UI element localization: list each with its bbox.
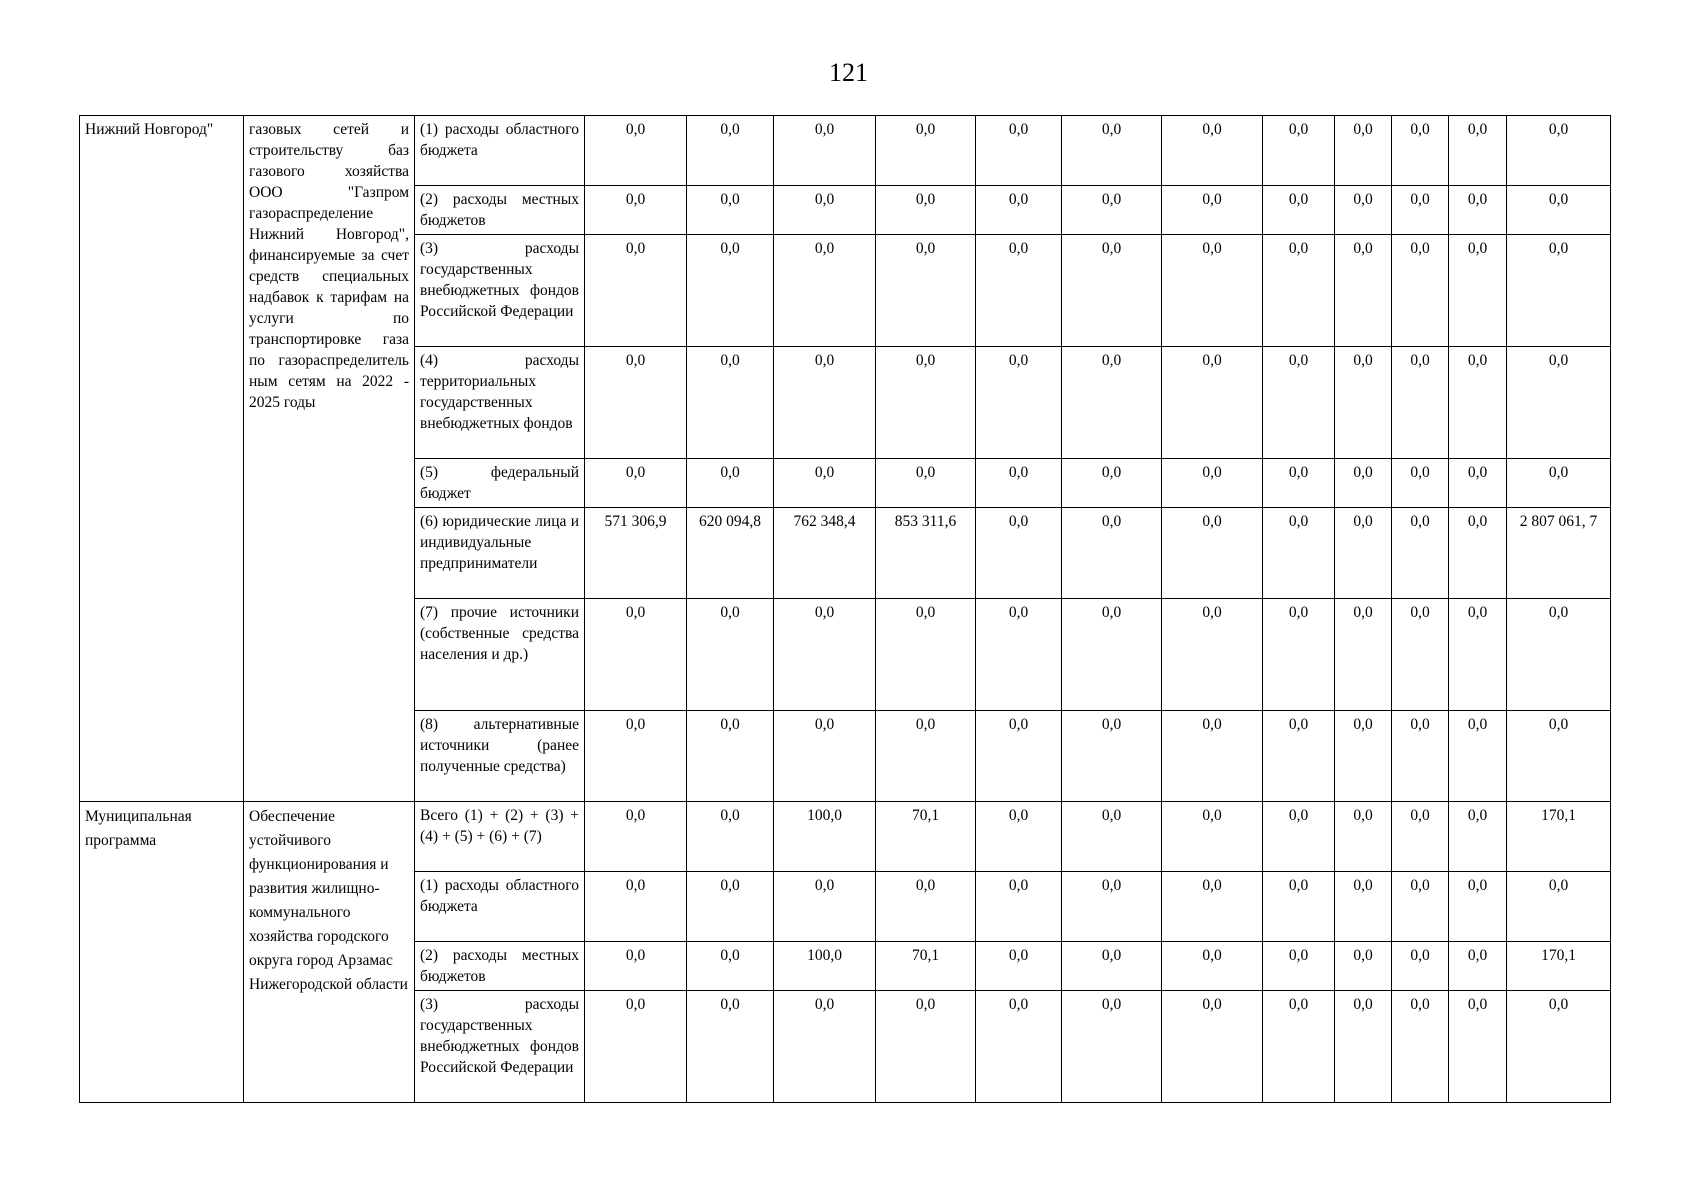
value-cell: 0,0 [1449, 235, 1507, 347]
value-cell: 0,0 [687, 116, 774, 186]
value-cell: 0,0 [1062, 991, 1162, 1103]
value-cell: 0,0 [585, 235, 687, 347]
value-cell: 0,0 [774, 347, 876, 459]
value-cell: 0,0 [1392, 942, 1449, 991]
value-cell: 0,0 [1162, 802, 1263, 872]
value-cell: 0,0 [1449, 872, 1507, 942]
value-cell: 0,0 [687, 235, 774, 347]
value-cell: 0,0 [1335, 991, 1392, 1103]
funding-source-cell: (3) расходы государственных внебюджетных фондов Российской Федерации [415, 991, 585, 1103]
funding-source-cell: (5) федеральный бюджет [415, 459, 585, 508]
value-cell: 0,0 [687, 599, 774, 711]
value-cell: 0,0 [1162, 711, 1263, 802]
total-value-cell: 0,0 [1507, 459, 1611, 508]
value-cell: 0,0 [1263, 599, 1335, 711]
value-cell: 0,0 [585, 347, 687, 459]
value-cell: 0,0 [1062, 711, 1162, 802]
value-cell: 0,0 [1062, 116, 1162, 186]
total-value-cell: 0,0 [1507, 599, 1611, 711]
value-cell: 0,0 [1162, 186, 1263, 235]
value-cell: 0,0 [1263, 235, 1335, 347]
total-value-cell: 0,0 [1507, 711, 1611, 802]
value-cell: 0,0 [774, 872, 876, 942]
funding-source-cell: (3) расходы государственных внебюджетных фондов Российской Федерации [415, 235, 585, 347]
value-cell: 0,0 [687, 347, 774, 459]
value-cell: 0,0 [687, 991, 774, 1103]
value-cell: 0,0 [774, 711, 876, 802]
value-cell: 0,0 [1392, 186, 1449, 235]
value-cell: 0,0 [976, 802, 1062, 872]
funding-source-cell: (2) расходы местных бюджетов [415, 942, 585, 991]
value-cell: 762 348,4 [774, 508, 876, 599]
value-cell: 0,0 [1162, 347, 1263, 459]
value-cell: 0,0 [1449, 599, 1507, 711]
value-cell: 0,0 [1335, 942, 1392, 991]
table-row [80, 802, 1611, 872]
value-cell: 0,0 [687, 942, 774, 991]
value-cell: 0,0 [876, 347, 976, 459]
value-cell: 0,0 [774, 116, 876, 186]
value-cell: 0,0 [1335, 459, 1392, 508]
value-cell: 0,0 [687, 802, 774, 872]
value-cell: 0,0 [1335, 599, 1392, 711]
value-cell: 0,0 [1449, 347, 1507, 459]
value-cell: 0,0 [1062, 802, 1162, 872]
value-cell: 0,0 [1062, 942, 1162, 991]
value-cell: 70,1 [876, 942, 976, 991]
funding-source-cell: (8) альтернативные источники (ранее полученные средства) [415, 711, 585, 802]
funding-source-cell: Всего (1) + (2) + (3) + (4) + (5) + (6) + (7) [415, 802, 585, 872]
value-cell: 0,0 [1392, 872, 1449, 942]
value-cell: 0,0 [876, 872, 976, 942]
value-cell: 0,0 [585, 599, 687, 711]
total-value-cell: 0,0 [1507, 872, 1611, 942]
value-cell: 0,0 [585, 942, 687, 991]
value-cell: 620 094,8 [687, 508, 774, 599]
value-cell: 0,0 [876, 711, 976, 802]
value-cell: 0,0 [1392, 991, 1449, 1103]
value-cell: 0,0 [1449, 508, 1507, 599]
value-cell: 0,0 [1062, 872, 1162, 942]
value-cell: 0,0 [1162, 942, 1263, 991]
total-value-cell: 0,0 [1507, 991, 1611, 1103]
value-cell: 0,0 [1263, 347, 1335, 459]
value-cell: 0,0 [1335, 347, 1392, 459]
value-cell: 0,0 [1335, 802, 1392, 872]
value-cell: 0,0 [1263, 711, 1335, 802]
value-cell: 0,0 [976, 347, 1062, 459]
value-cell: 0,0 [1263, 872, 1335, 942]
total-value-cell: 170,1 [1507, 942, 1611, 991]
value-cell: 0,0 [774, 599, 876, 711]
value-cell: 0,0 [774, 235, 876, 347]
value-cell: 0,0 [976, 186, 1062, 235]
value-cell: 0,0 [687, 711, 774, 802]
value-cell: 0,0 [1062, 459, 1162, 508]
value-cell: 0,0 [876, 116, 976, 186]
value-cell: 0,0 [774, 186, 876, 235]
value-cell: 100,0 [774, 802, 876, 872]
value-cell: 0,0 [1335, 711, 1392, 802]
value-cell: 0,0 [1162, 508, 1263, 599]
budget-table [79, 115, 1611, 1103]
value-cell: 0,0 [1449, 116, 1507, 186]
value-cell: 0,0 [1392, 116, 1449, 186]
value-cell: 0,0 [1263, 186, 1335, 235]
value-cell: 0,0 [1162, 872, 1263, 942]
value-cell: 0,0 [1263, 116, 1335, 186]
value-cell: 0,0 [1449, 802, 1507, 872]
total-value-cell: 0,0 [1507, 235, 1611, 347]
value-cell: 0,0 [774, 459, 876, 508]
value-cell: 0,0 [1162, 599, 1263, 711]
value-cell: 0,0 [1263, 802, 1335, 872]
value-cell: 0,0 [1162, 459, 1263, 508]
value-cell: 0,0 [1392, 802, 1449, 872]
value-cell: 0,0 [1335, 116, 1392, 186]
value-cell: 0,0 [1449, 942, 1507, 991]
value-cell: 0,0 [1449, 991, 1507, 1103]
table-row [80, 116, 1611, 186]
value-cell: 0,0 [1335, 235, 1392, 347]
funding-source-cell: (6) юридические лица и индивидуальные предприниматели [415, 508, 585, 599]
value-cell: 0,0 [1263, 942, 1335, 991]
value-cell: 0,0 [976, 599, 1062, 711]
value-cell: 0,0 [585, 711, 687, 802]
value-cell: 0,0 [585, 186, 687, 235]
value-cell: 853 311,6 [876, 508, 976, 599]
value-cell: 0,0 [774, 991, 876, 1103]
value-cell: 0,0 [1392, 508, 1449, 599]
program-description-cell: Обеспечение устойчивого функционирования и развития жилищно-коммунального хозяйства городского округа город Арзамас Нижегородской области [244, 802, 415, 1103]
organization-cell: Муниципальная программа [80, 802, 244, 1103]
value-cell: 0,0 [976, 508, 1062, 599]
value-cell: 0,0 [585, 872, 687, 942]
value-cell: 0,0 [1062, 599, 1162, 711]
value-cell: 0,0 [876, 459, 976, 508]
value-cell: 0,0 [1392, 711, 1449, 802]
value-cell: 0,0 [1162, 116, 1263, 186]
page-number: 121 [829, 58, 868, 87]
value-cell: 0,0 [1392, 347, 1449, 459]
value-cell: 0,0 [976, 711, 1062, 802]
value-cell: 0,0 [1449, 186, 1507, 235]
value-cell: 0,0 [585, 459, 687, 508]
value-cell: 0,0 [876, 991, 976, 1103]
value-cell: 0,0 [1335, 508, 1392, 599]
value-cell: 0,0 [1449, 459, 1507, 508]
value-cell: 0,0 [976, 116, 1062, 186]
value-cell: 0,0 [976, 942, 1062, 991]
value-cell: 0,0 [1263, 459, 1335, 508]
value-cell: 0,0 [1335, 872, 1392, 942]
total-value-cell: 0,0 [1507, 116, 1611, 186]
value-cell: 0,0 [687, 186, 774, 235]
total-value-cell: 0,0 [1507, 186, 1611, 235]
value-cell: 0,0 [585, 991, 687, 1103]
value-cell: 0,0 [1392, 459, 1449, 508]
value-cell: 0,0 [1263, 508, 1335, 599]
value-cell: 571 306,9 [585, 508, 687, 599]
value-cell: 0,0 [1062, 508, 1162, 599]
total-value-cell: 0,0 [1507, 347, 1611, 459]
value-cell: 0,0 [976, 991, 1062, 1103]
value-cell: 0,0 [876, 599, 976, 711]
value-cell: 0,0 [585, 802, 687, 872]
value-cell: 0,0 [1062, 235, 1162, 347]
value-cell: 0,0 [1062, 186, 1162, 235]
funding-source-cell: (7) прочие источники (собственные средства населения и др.) [415, 599, 585, 711]
value-cell: 0,0 [976, 459, 1062, 508]
value-cell: 0,0 [876, 235, 976, 347]
value-cell: 0,0 [1162, 991, 1263, 1103]
total-value-cell: 170,1 [1507, 802, 1611, 872]
value-cell: 0,0 [876, 186, 976, 235]
value-cell: 0,0 [976, 872, 1062, 942]
value-cell: 0,0 [687, 459, 774, 508]
value-cell: 100,0 [774, 942, 876, 991]
value-cell: 0,0 [1062, 347, 1162, 459]
value-cell: 0,0 [1162, 235, 1263, 347]
value-cell: 0,0 [1335, 186, 1392, 235]
funding-source-cell: (1) расходы областного бюджета [415, 116, 585, 186]
value-cell: 0,0 [1392, 235, 1449, 347]
value-cell: 0,0 [976, 235, 1062, 347]
value-cell: 0,0 [585, 116, 687, 186]
total-value-cell: 2 807 061, 7 [1507, 508, 1611, 599]
funding-source-cell: (1) расходы областного бюджета [415, 872, 585, 942]
value-cell: 0,0 [687, 872, 774, 942]
organization-cell: Нижний Новгород" [80, 116, 244, 802]
value-cell: 0,0 [1392, 599, 1449, 711]
value-cell: 70,1 [876, 802, 976, 872]
funding-source-cell: (2) расходы местных бюджетов [415, 186, 585, 235]
funding-source-cell: (4) расходы территориальных государственных внебюджетных фондов [415, 347, 585, 459]
value-cell: 0,0 [1263, 991, 1335, 1103]
value-cell: 0,0 [1449, 711, 1507, 802]
program-description-cell: газовых сетей и строительству баз газового хозяйства ООО "Газпром газораспределение Нижний Новгород", финансируемые за счет средств специальных надбавок к тарифам на услуги по транспортировке газа по газораспределитель ным сетям на 2022 - 2025 годы [244, 116, 415, 802]
